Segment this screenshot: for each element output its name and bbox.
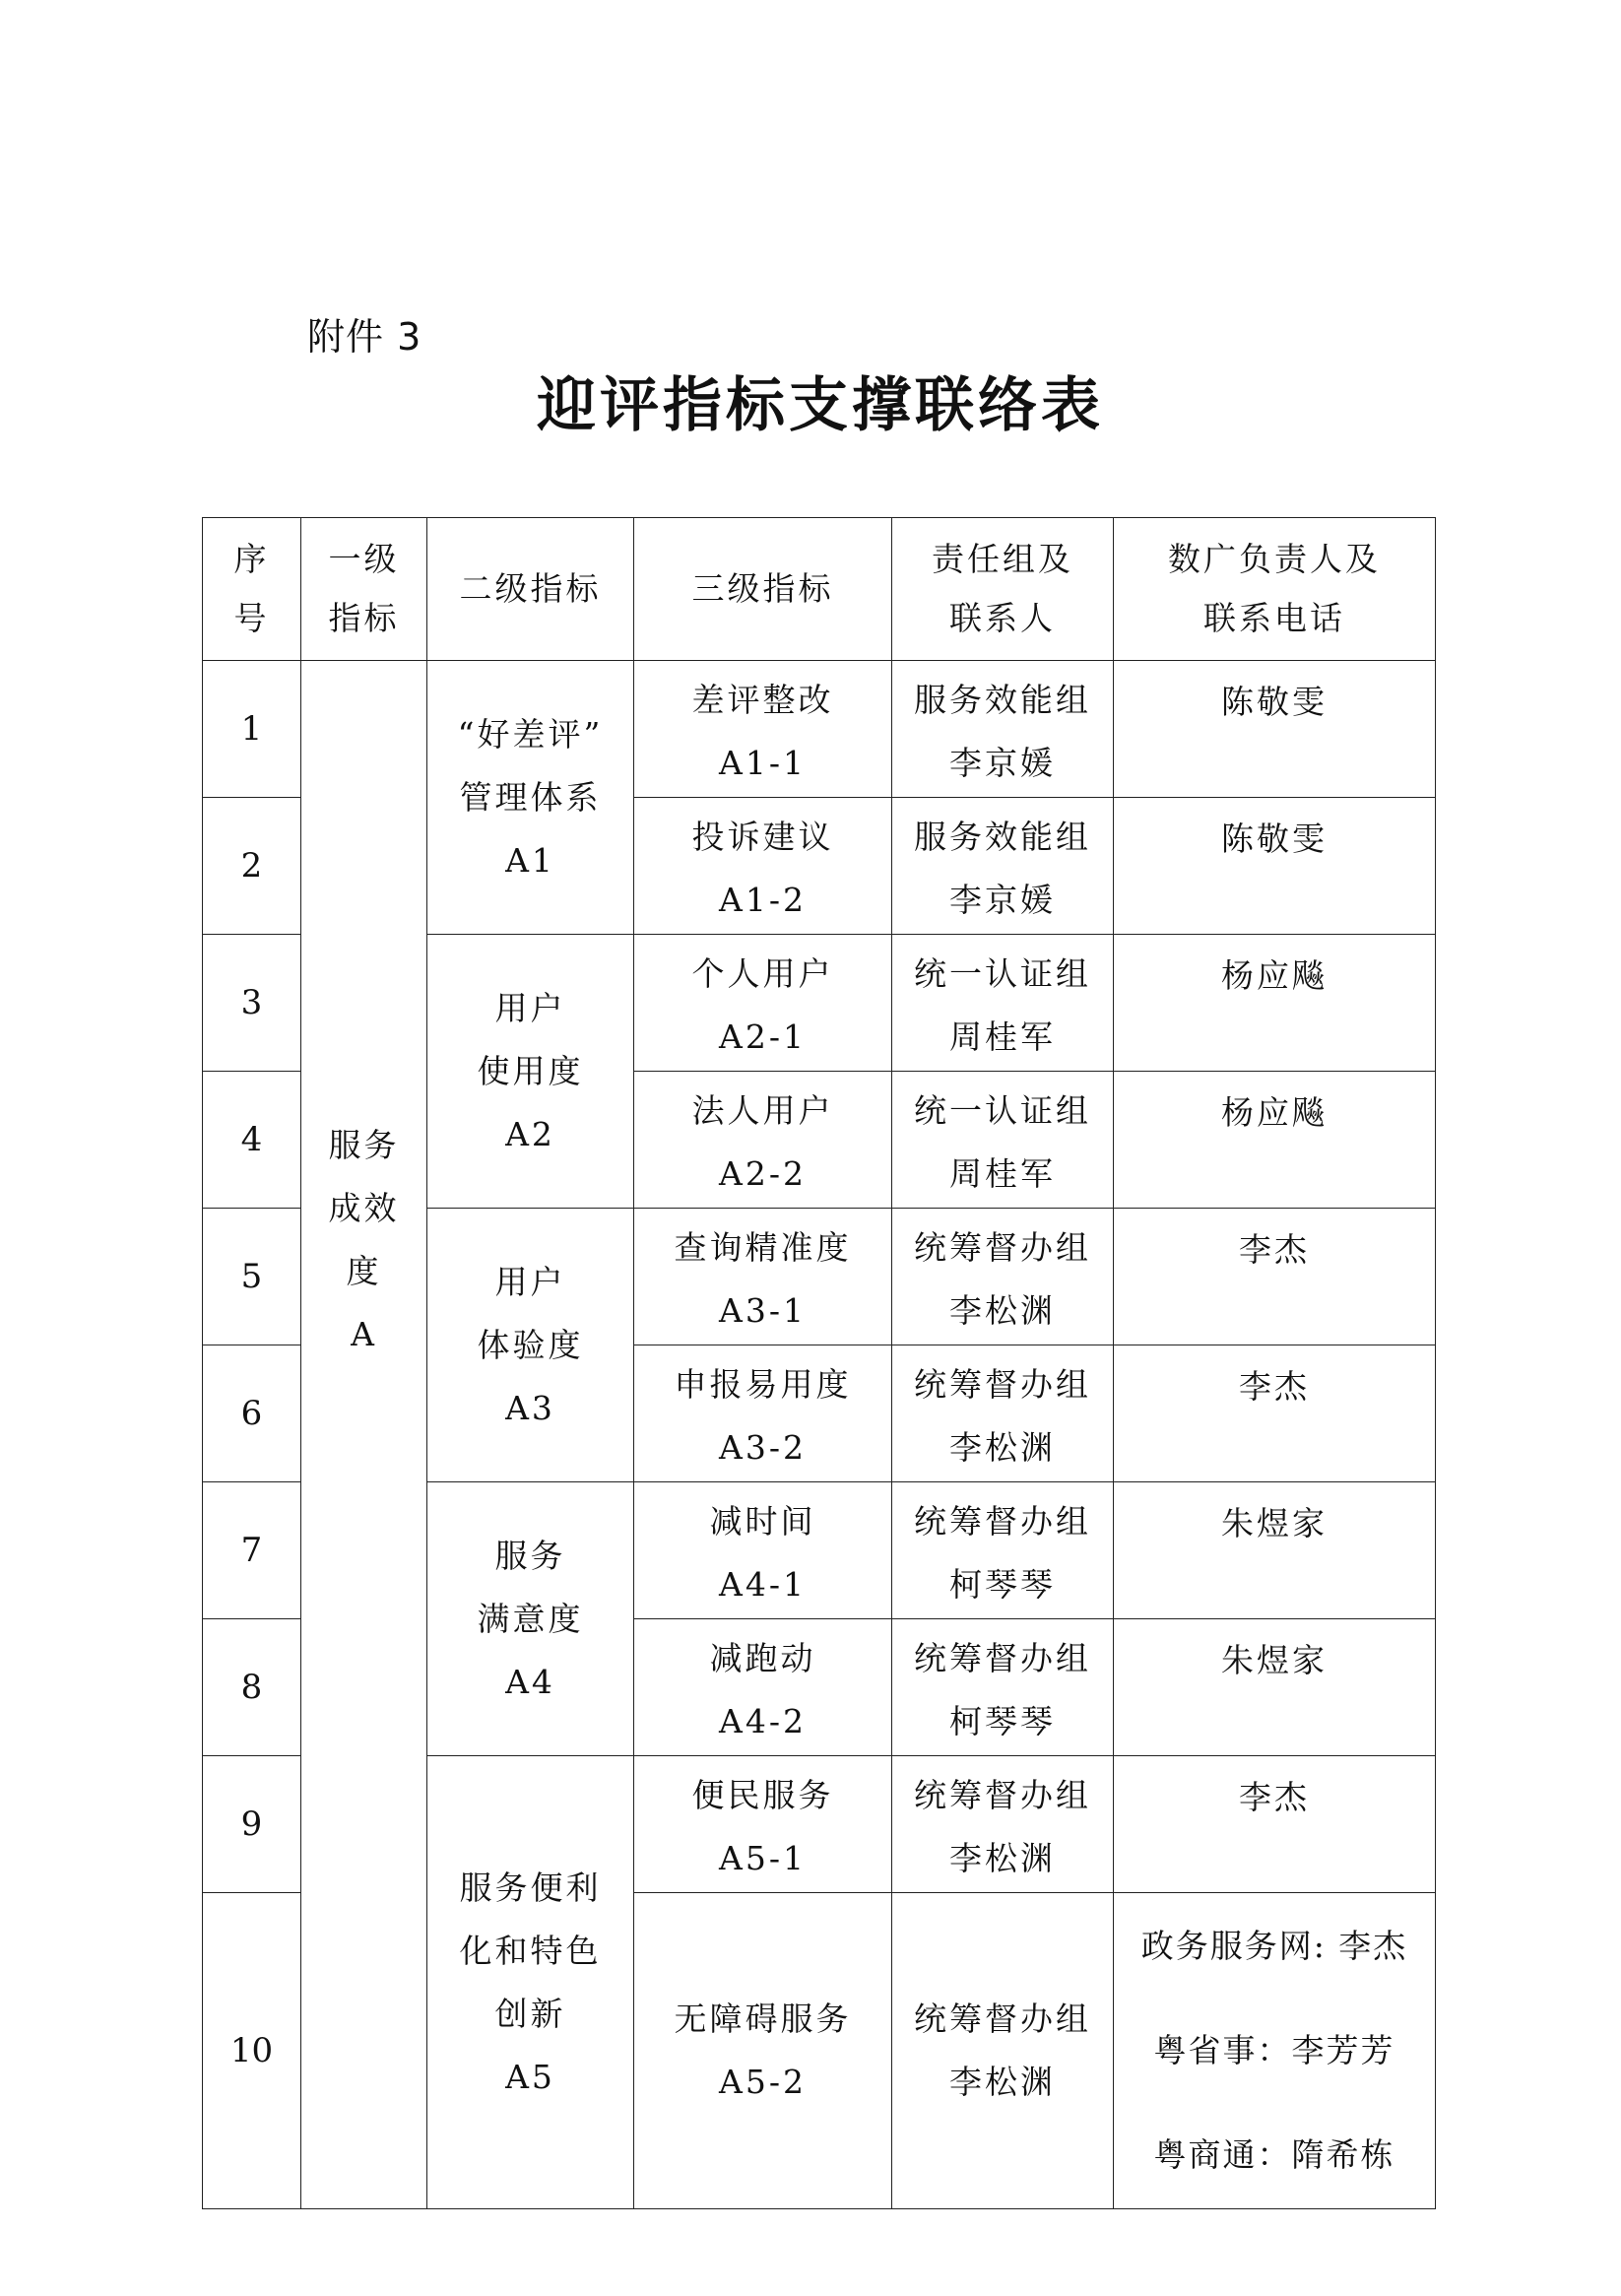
header-level2: 二级指标 [427,518,634,661]
header-index: 序 号 [203,518,301,661]
group-cell: 统一认证组 周桂军 [892,935,1114,1072]
level2-cell: 服务便利 化和特色 创新 A5 [427,1756,634,2209]
contact-cell: 李杰 [1114,1209,1436,1345]
row-index: 6 [203,1345,301,1482]
contact-cell: 杨应飚 [1114,1072,1436,1209]
group-cell: 统筹督办组 李松渊 [892,1756,1114,1893]
row-index: 10 [203,1893,301,2209]
contact-cell: 陈敬雯 [1114,661,1436,798]
level2-cell: 用户 使用度 A2 [427,935,634,1209]
level1-cell: 服务 成效 度 A [301,661,427,2209]
attachment-label: 附件 3 [307,315,422,359]
level3-cell: 申报易用度 A3-2 [634,1345,892,1482]
table-header-row [203,518,1436,661]
header-level3: 三级指标 [634,518,892,661]
group-cell: 统一认证组 周桂军 [892,1072,1114,1209]
level3-cell: 便民服务 A5-1 [634,1756,892,1893]
row-index: 3 [203,935,301,1072]
contact-cell: 朱煜家 [1114,1619,1436,1756]
row-index: 4 [203,1072,301,1209]
row-index: 9 [203,1756,301,1893]
group-cell: 统筹督办组 李松渊 [892,1345,1114,1482]
row-index: 7 [203,1482,301,1619]
group-cell: 统筹督办组 柯琴琴 [892,1482,1114,1619]
row-index: 1 [203,661,301,798]
group-cell: 统筹督办组 柯琴琴 [892,1619,1114,1756]
level3-cell: 法人用户 A2-2 [634,1072,892,1209]
group-cell: 统筹督办组 李松渊 [892,1209,1114,1345]
row-index: 8 [203,1619,301,1756]
group-cell: 服务效能组 李京媛 [892,798,1114,935]
group-cell: 统筹督办组 李松渊 [892,1893,1114,2209]
header-contact: 数广负责人及 联系电话 [1114,518,1436,661]
contact-cell: 陈敬雯 [1114,798,1436,935]
contact-cell: 李杰 [1114,1345,1436,1482]
table-row [203,661,1436,798]
row-index: 5 [203,1209,301,1345]
contact-cell: 政务服务网: 李杰 粤省事：李芳芳 粤商通：隋希栋 [1114,1893,1436,2209]
level2-cell: 用户 体验度 A3 [427,1209,634,1482]
contact-cell: 杨应飚 [1114,935,1436,1072]
level3-cell: 无障碍服务 A5-2 [634,1893,892,2209]
row-index: 2 [203,798,301,935]
level3-cell: 投诉建议 A1-2 [634,798,892,935]
level3-cell: 差评整改 A1-1 [634,661,892,798]
contact-table [202,517,1436,2209]
level3-cell: 减时间 A4-1 [634,1482,892,1619]
header-level1: 一级 指标 [301,518,427,661]
page-title: 迎评指标支撑联络表 [537,371,1104,440]
header-group: 责任组及 联系人 [892,518,1114,661]
group-cell: 服务效能组 李京媛 [892,661,1114,798]
level3-cell: 查询精准度 A3-1 [634,1209,892,1345]
level2-cell: 服务 满意度 A4 [427,1482,634,1756]
contact-cell: 李杰 [1114,1756,1436,1893]
level2-cell: “好差评” 管理体系 A1 [427,661,634,935]
level3-cell: 个人用户 A2-1 [634,935,892,1072]
contact-cell: 朱煜家 [1114,1482,1436,1619]
level3-cell: 减跑动 A4-2 [634,1619,892,1756]
